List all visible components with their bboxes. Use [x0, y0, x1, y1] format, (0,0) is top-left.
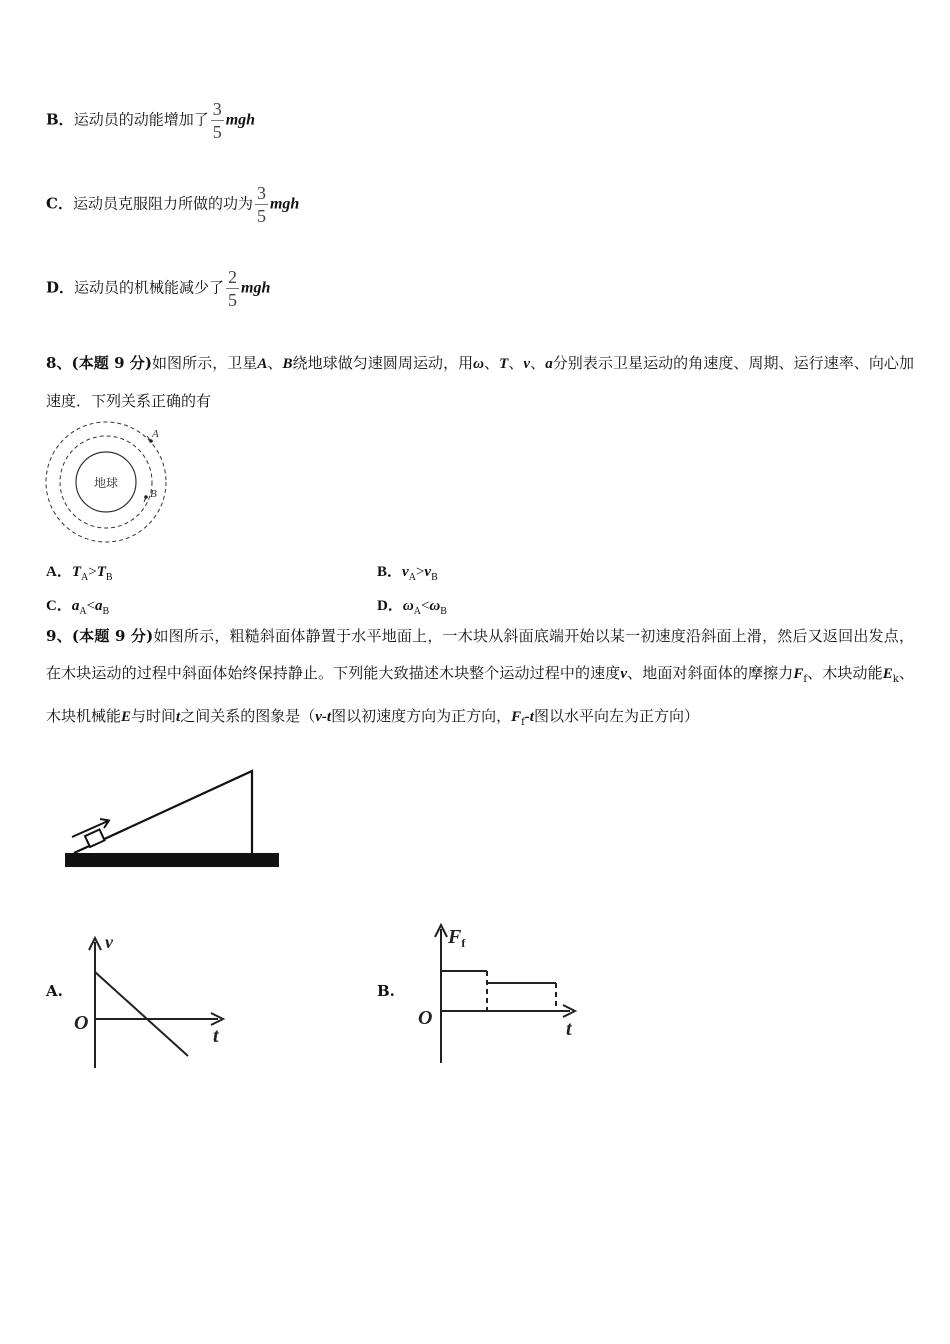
option-q7-d — [46, 268, 270, 309]
v-line — [95, 972, 188, 1056]
x-label: t — [213, 1025, 219, 1047]
fraction: $\frac{3}{5}$ — [256, 183, 266, 226]
option-text: 运动员克服阻力所做的功为 — [72, 194, 253, 213]
option-text: 运动员的机械能减少了 — [74, 278, 225, 297]
satellite-a-label: A — [152, 428, 159, 440]
satellite-b-label: B — [150, 488, 157, 500]
fraction: $\frac{3}{5}$ — [212, 99, 222, 142]
graph-ff-t — [410, 915, 590, 1065]
graph-v-t — [68, 928, 238, 1070]
question-9-stem: 9、(本题 9 分)如图所示，粗糙斜面体静置于水平地面上，一木块从斜面底端开始以某一初速度沿斜面上滑，然后又返回出发点，在木块运动的过程中斜面体始终保持静止。下列能大致描述木块整个运动过程中的速度v、地面对斜面体的摩擦力$F_f$、木块动能$E_k$、木块机械能E与时间t之间关系的图象是（v-t图以初速度方向为正方向，$F_f-t$图以水平向左为正方向） — [46, 627, 915, 728]
option-q7-c — [46, 184, 299, 225]
option-q7-b — [46, 100, 255, 141]
block — [85, 829, 105, 847]
option-q8-b: B．$v_A>v_B$ — [377, 564, 438, 583]
x-label: t — [566, 1018, 572, 1040]
earth-label: 地球 — [93, 476, 119, 490]
option-label: D． — [46, 278, 75, 297]
option-q9-b-label: B. — [377, 982, 395, 1000]
fraction: $\frac{2}{5}$ — [228, 267, 238, 310]
option-q8-c: C．$a_A<a_B$ — [46, 598, 110, 617]
option-q9-a-label: A. — [46, 982, 63, 1000]
math-var: mgh — [225, 111, 256, 129]
question-8-stem: 8、(本题 9 分)如图所示，卫星A、B绕地球做匀速圆周运动，用ω、T、v、a分别表示卫星运动的角速度、周期、运行速率、向心加速度．下列关系正确的有 — [46, 354, 914, 410]
origin-label: O — [74, 1012, 89, 1034]
option-q8-a: A．$T_A>T_B$ — [46, 564, 113, 583]
y-label: v — [105, 932, 113, 952]
math-var: mgh — [269, 195, 300, 213]
option-label: B． — [46, 110, 74, 129]
ground — [65, 853, 279, 867]
incline-figure — [60, 765, 285, 877]
option-q8-d: D．$\omega_A<\omega_B$ — [377, 598, 447, 617]
math-var: mgh — [241, 279, 271, 297]
y-label: $F_f$ — [448, 926, 466, 950]
orbit-figure — [40, 420, 175, 547]
option-text: 运动员的动能增加了 — [73, 110, 209, 129]
origin-label: O — [418, 1007, 433, 1029]
option-label: C． — [46, 194, 73, 213]
